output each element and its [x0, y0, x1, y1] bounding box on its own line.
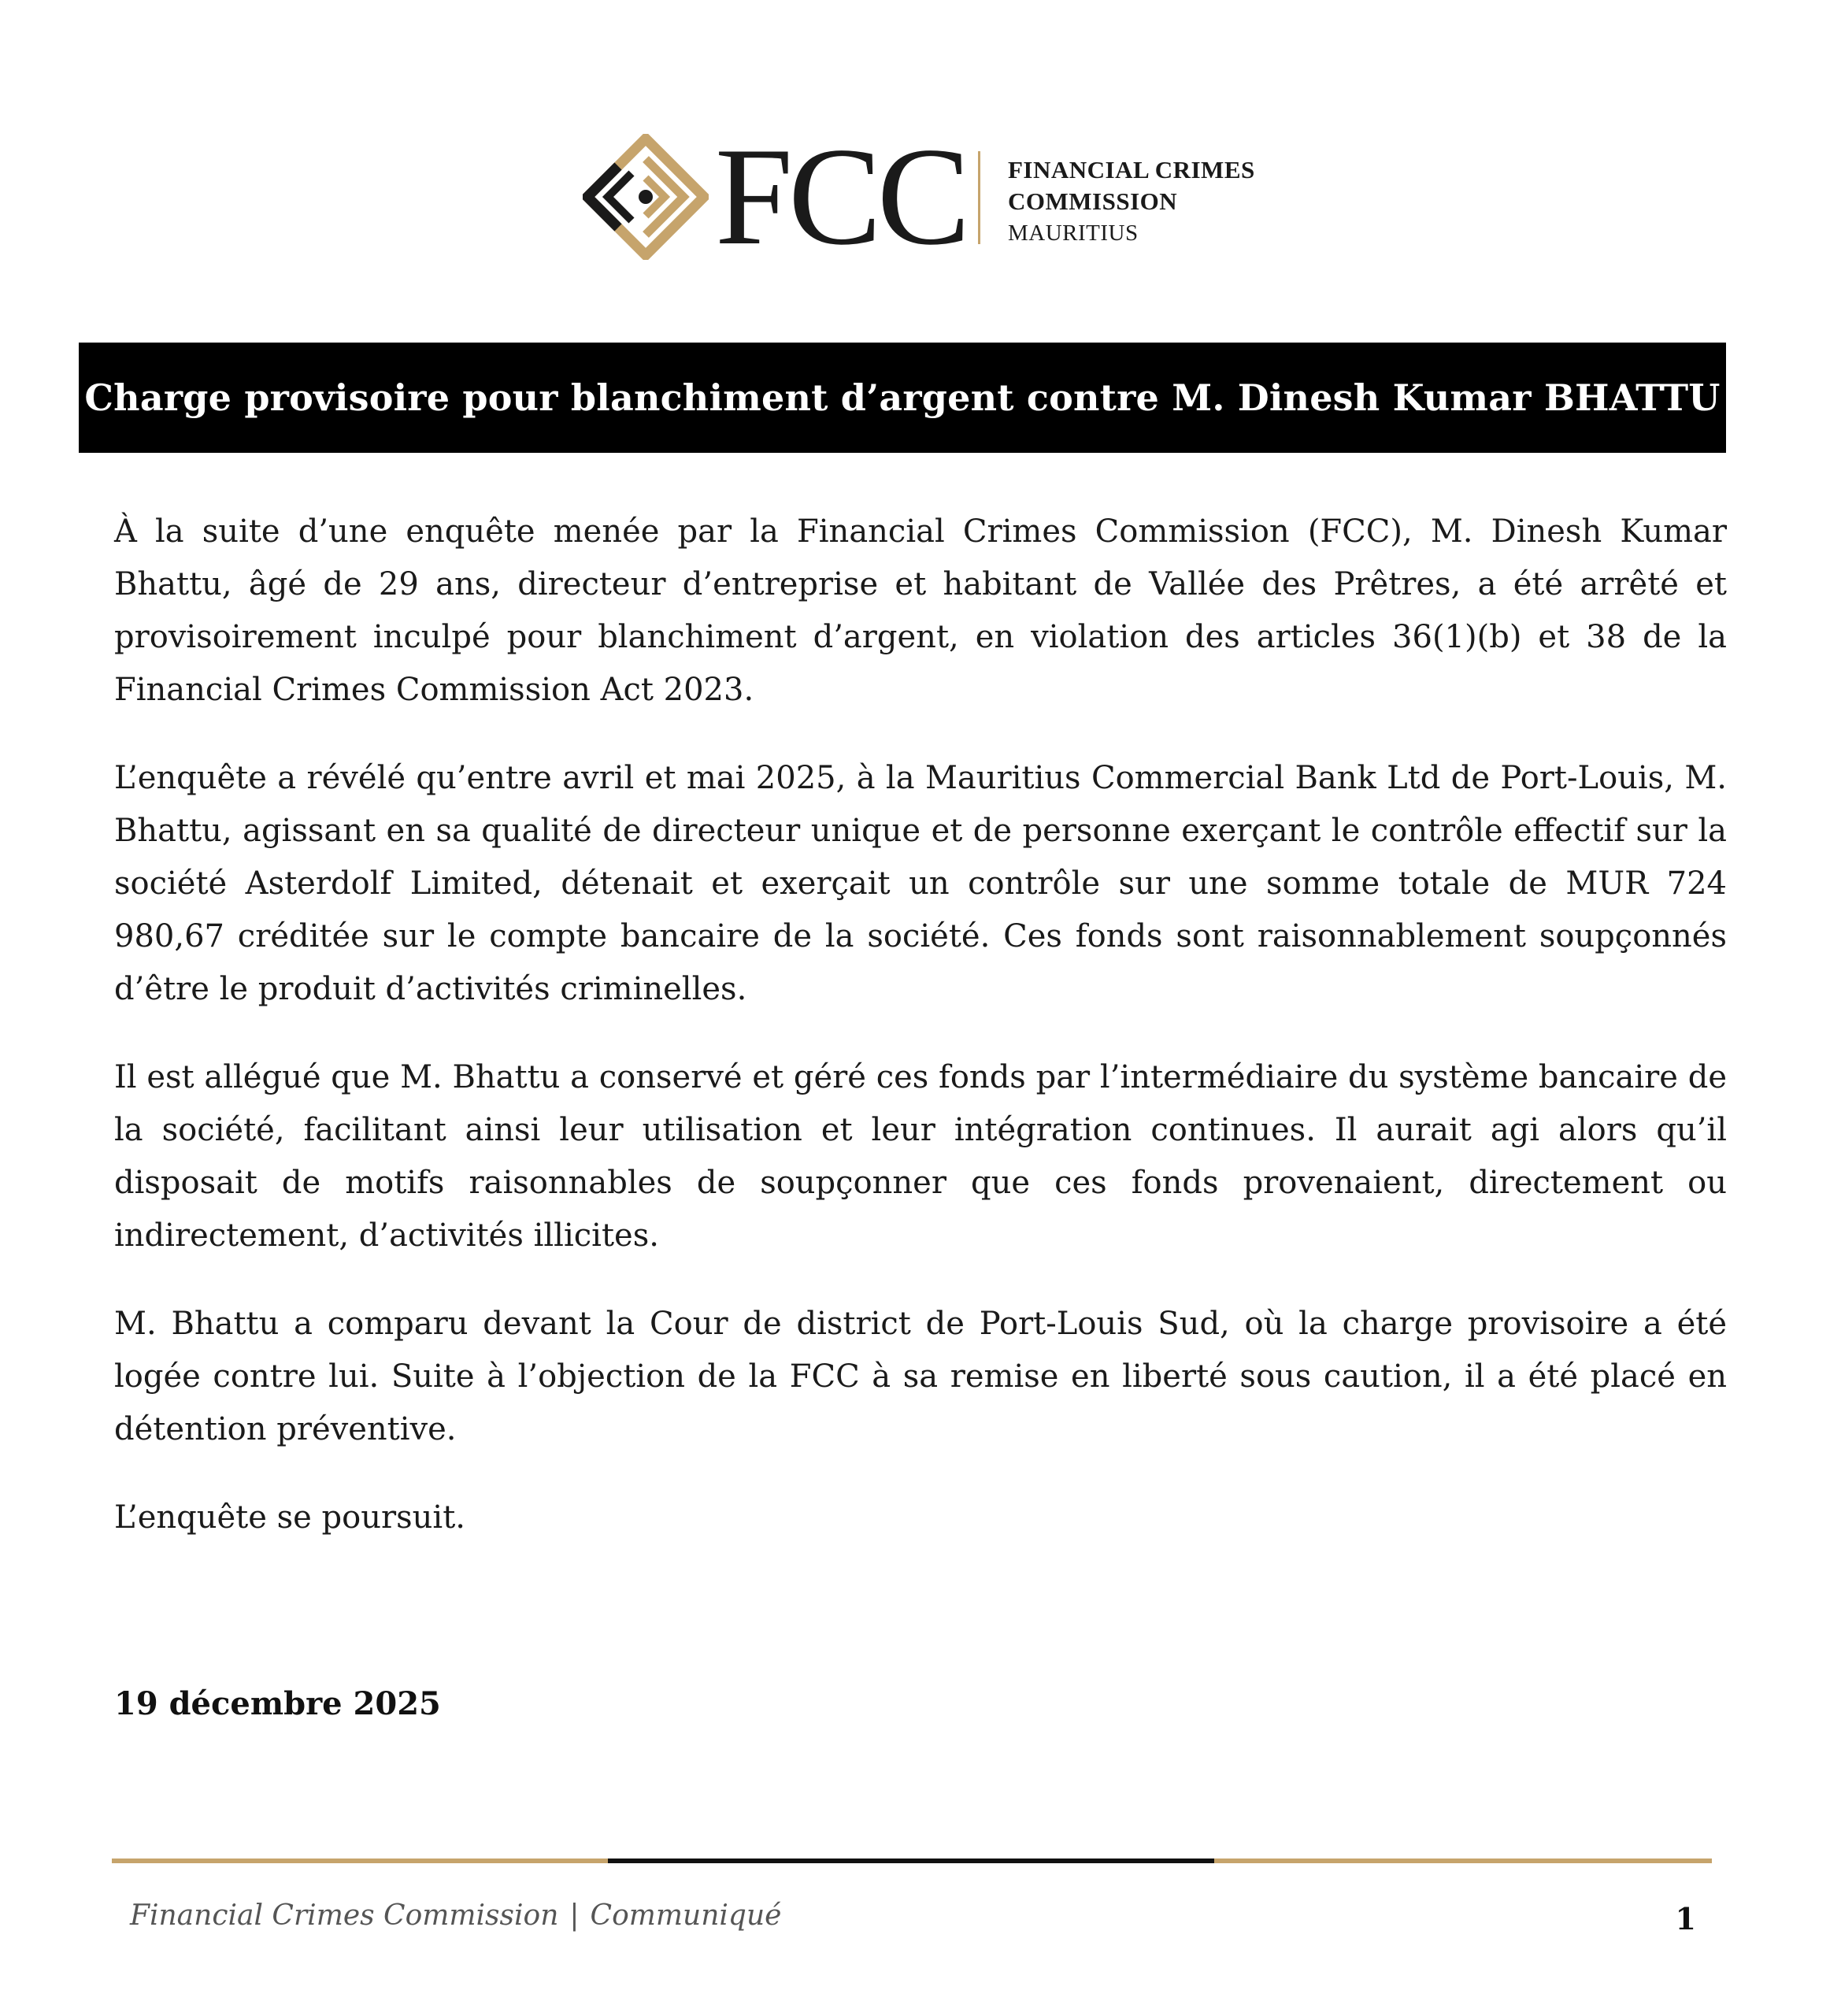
logo-org-name: [1008, 154, 1255, 249]
paragraph-3: Il est allégué que M. Bhattu a conservé et géré ces fonds par l’intermédiaire du système bancaire de la société, facilitant ainsi leur utilisation et leur intégration continues. Il aurait agi alors qu’il disposait de motifs raisonnables de soupçonner que ces fonds provenaient, directement ou indirectement, d’activités illicites.: [114, 1059, 1727, 1254]
footer-org: Financial Crimes Commission: [130, 1899, 559, 1932]
paragraph-5: L’enquête se poursuit.: [114, 1499, 465, 1536]
fcc-logo: [583, 118, 1291, 274]
footer-rule: [112, 1858, 1712, 1863]
logo-line-3: MAURITIUS: [1008, 220, 1139, 246]
communique-body: [114, 506, 1727, 1580]
footer-rule-gold-left: [112, 1858, 608, 1863]
footer-rule-black-center: [608, 1858, 1214, 1863]
paragraph-2: L’enquête a révélé qu’entre avril et mai 2025, à la Mauritius Commercial Bank Ltd de Port-Louis, M. Bhattu, agissant en sa qualité de directeur unique et de personne exerçant le contrôle effectif sur la société Asterdolf Limited, détenait et exerçait un contrôle sur une somme totale de MUR 724 980,67 créditée sur le compte bancaire de la société. Ces fonds sont raisonnablement soupçonnés d’être le produit d’activités criminelles.: [114, 760, 1727, 1007]
title-banner: [79, 343, 1726, 453]
diamond-maze-eye-icon: [583, 134, 709, 260]
logo-wordmark: FCC: [715, 118, 966, 274]
release-date: 19 décembre 2025: [114, 1685, 441, 1722]
footer-caption: [130, 1899, 781, 1932]
paragraph-1: À la suite d’une enquête menée par la Financial Crimes Commission (FCC), M. Dinesh Kumar Bhattu, âgé de 29 ans, directeur d’entreprise et habitant de Vallée des Prêtres, a été arrêté et provisoirement inculpé pour blanchiment d’argent, en violation des articles 36(1)(b) et 38 de la Financial Crimes Commission Act 2023.: [114, 513, 1727, 708]
paragraph-4: M. Bhattu a comparu devant la Cour de district de Port-Louis Sud, où la charge provisoire a été logée contre lui. Suite à l’objection de la FCC à sa remise en liberté sous caution, il a été placé en détention préventive.: [114, 1306, 1727, 1447]
logo-line-2: COMMISSION: [1008, 187, 1178, 215]
footer-doc-type: Communiqué: [590, 1899, 782, 1932]
footer-rule-gold-right: [1214, 1858, 1712, 1863]
logo-divider: [978, 151, 980, 244]
footer-separator: |: [569, 1899, 580, 1932]
page-title: Charge provisoire pour blanchiment d’argent contre M. Dinesh Kumar BHATTU: [84, 376, 1721, 419]
page-number: 1: [1675, 1901, 1696, 1936]
logo-line-1: FINANCIAL CRIMES: [1008, 156, 1255, 183]
